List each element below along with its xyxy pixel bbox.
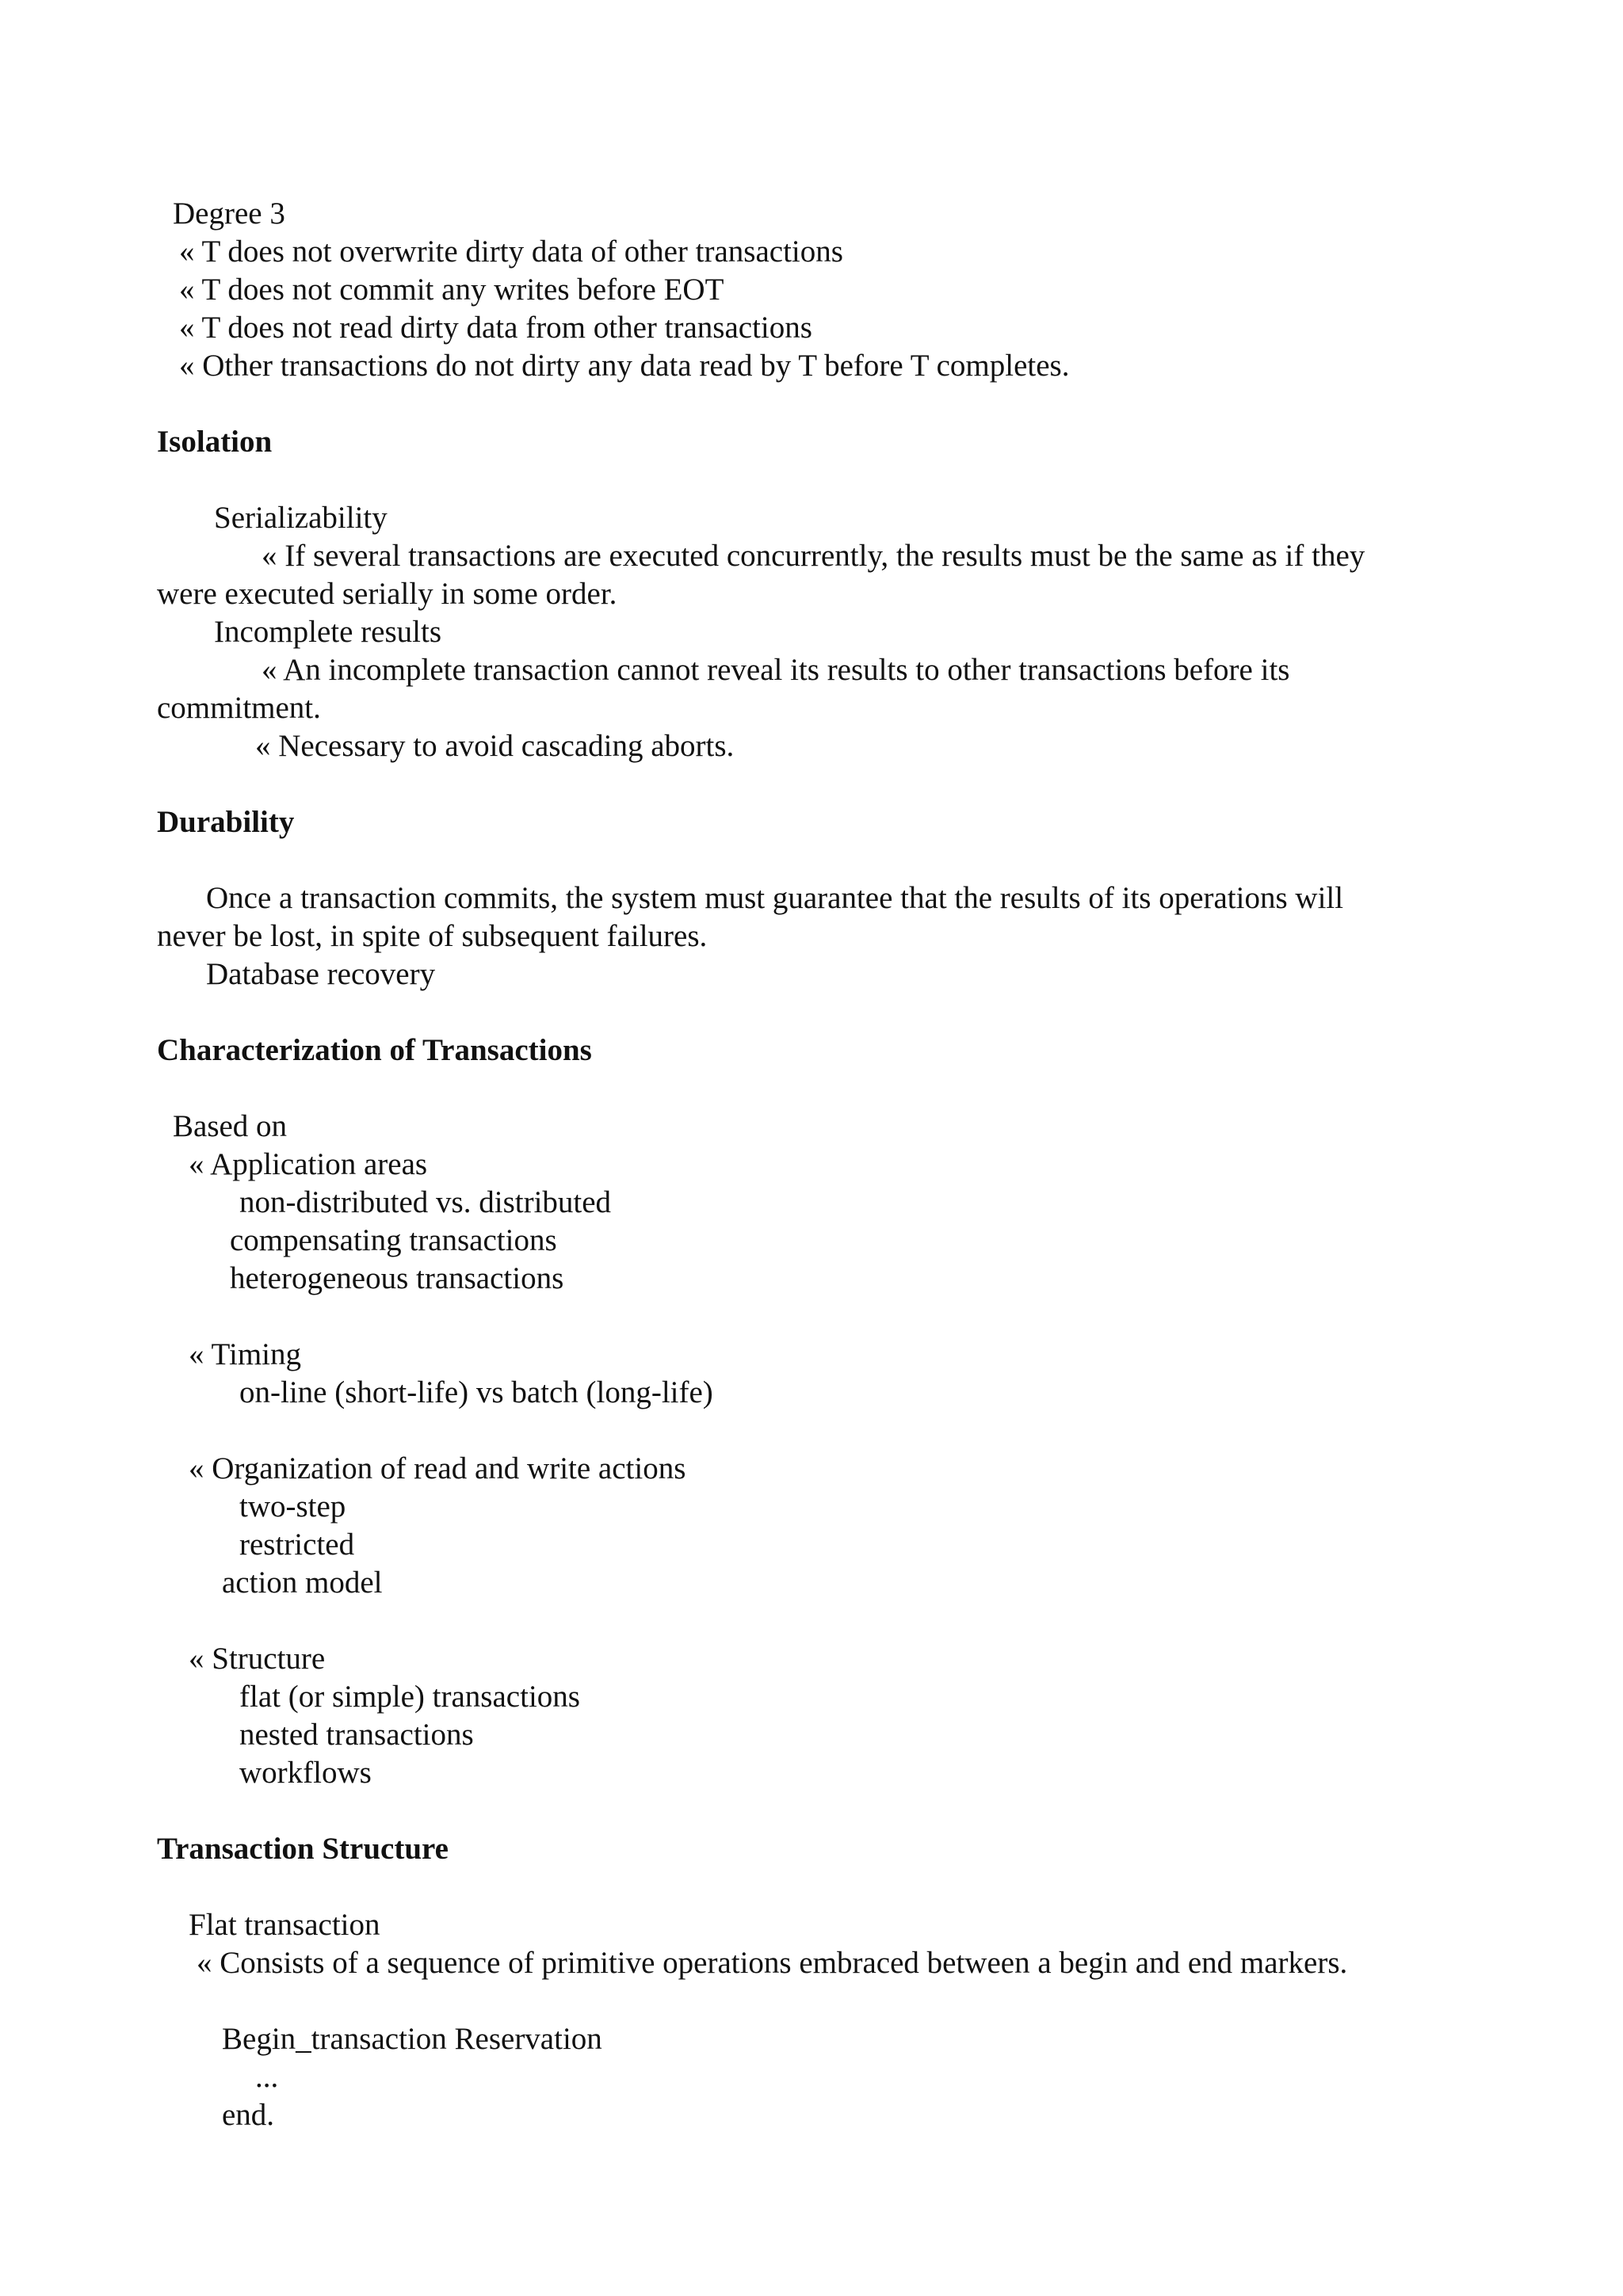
incomplete-results-label: Incomplete results [214, 615, 441, 649]
timing-subitem-1: on-line (short-life) vs batch (long-life) [239, 1375, 713, 1409]
timing-item: « Timing [189, 1337, 302, 1371]
code-line-ellipsis: ... [255, 2060, 279, 2094]
application-areas-item: « Application areas [189, 1147, 428, 1181]
structure-item: « Structure [189, 1642, 326, 1676]
application-areas-subitem-1: non-distributed vs. distributed [239, 1185, 612, 1219]
structure-subitem-2: nested transactions [239, 1718, 474, 1752]
incomplete-text-line-1: « An incomplete transaction cannot reveal its results to other transactions before its [262, 653, 1290, 687]
structure-subitem-1: flat (or simple) transactions [239, 1680, 580, 1714]
based-on-label: Based on [173, 1109, 288, 1143]
degree3-item-1: « T does not overwrite dirty data of other transactions [179, 235, 843, 269]
code-line-begin: Begin_transaction Reservation [222, 2022, 602, 2056]
code-line-end: end. [222, 2098, 275, 2132]
application-areas-subitem-2: compensating transactions [230, 1223, 557, 1257]
incomplete-text-line-3: « Necessary to avoid cascading aborts. [255, 729, 735, 763]
organization-subitem-1: two-step [239, 1489, 346, 1524]
flat-transaction-label: Flat transaction [189, 1908, 380, 1942]
database-recovery-text: Database recovery [206, 957, 436, 991]
durability-text-line-2: never be lost, in spite of subsequent failures. [157, 919, 708, 953]
characterization-heading: Characterization of Transactions [157, 1033, 592, 1067]
degree3-title: Degree 3 [173, 196, 285, 231]
isolation-heading: Isolation [157, 425, 273, 459]
durability-heading: Durability [157, 805, 295, 839]
degree3-item-2: « T does not commit any writes before EOT [179, 273, 724, 307]
durability-text-line-1: Once a transaction commits, the system must guarantee that the results of its operations will [206, 881, 1344, 915]
transaction-structure-heading: Transaction Structure [157, 1832, 449, 1866]
flat-transaction-text: « Consists of a sequence of primitive operations embraced between a begin and end markers. [197, 1946, 1348, 1980]
serializability-label: Serializability [214, 501, 388, 535]
organization-subitem-2: restricted [239, 1527, 355, 1562]
organization-subitem-3: action model [222, 1566, 383, 1600]
structure-subitem-3: workflows [239, 1756, 372, 1790]
incomplete-text-line-2: commitment. [157, 691, 321, 725]
degree3-item-4: « Other transactions do not dirty any data read by T before T completes. [179, 349, 1070, 383]
organization-item: « Organization of read and write actions [189, 1451, 686, 1486]
serializability-text-line-1: « If several transactions are executed concurrently, the results must be the same as if they [262, 539, 1365, 573]
application-areas-subitem-3: heterogeneous transactions [230, 1261, 564, 1295]
degree3-item-3: « T does not read dirty data from other transactions [179, 311, 812, 345]
serializability-text-line-2: were executed serially in some order. [157, 577, 617, 611]
